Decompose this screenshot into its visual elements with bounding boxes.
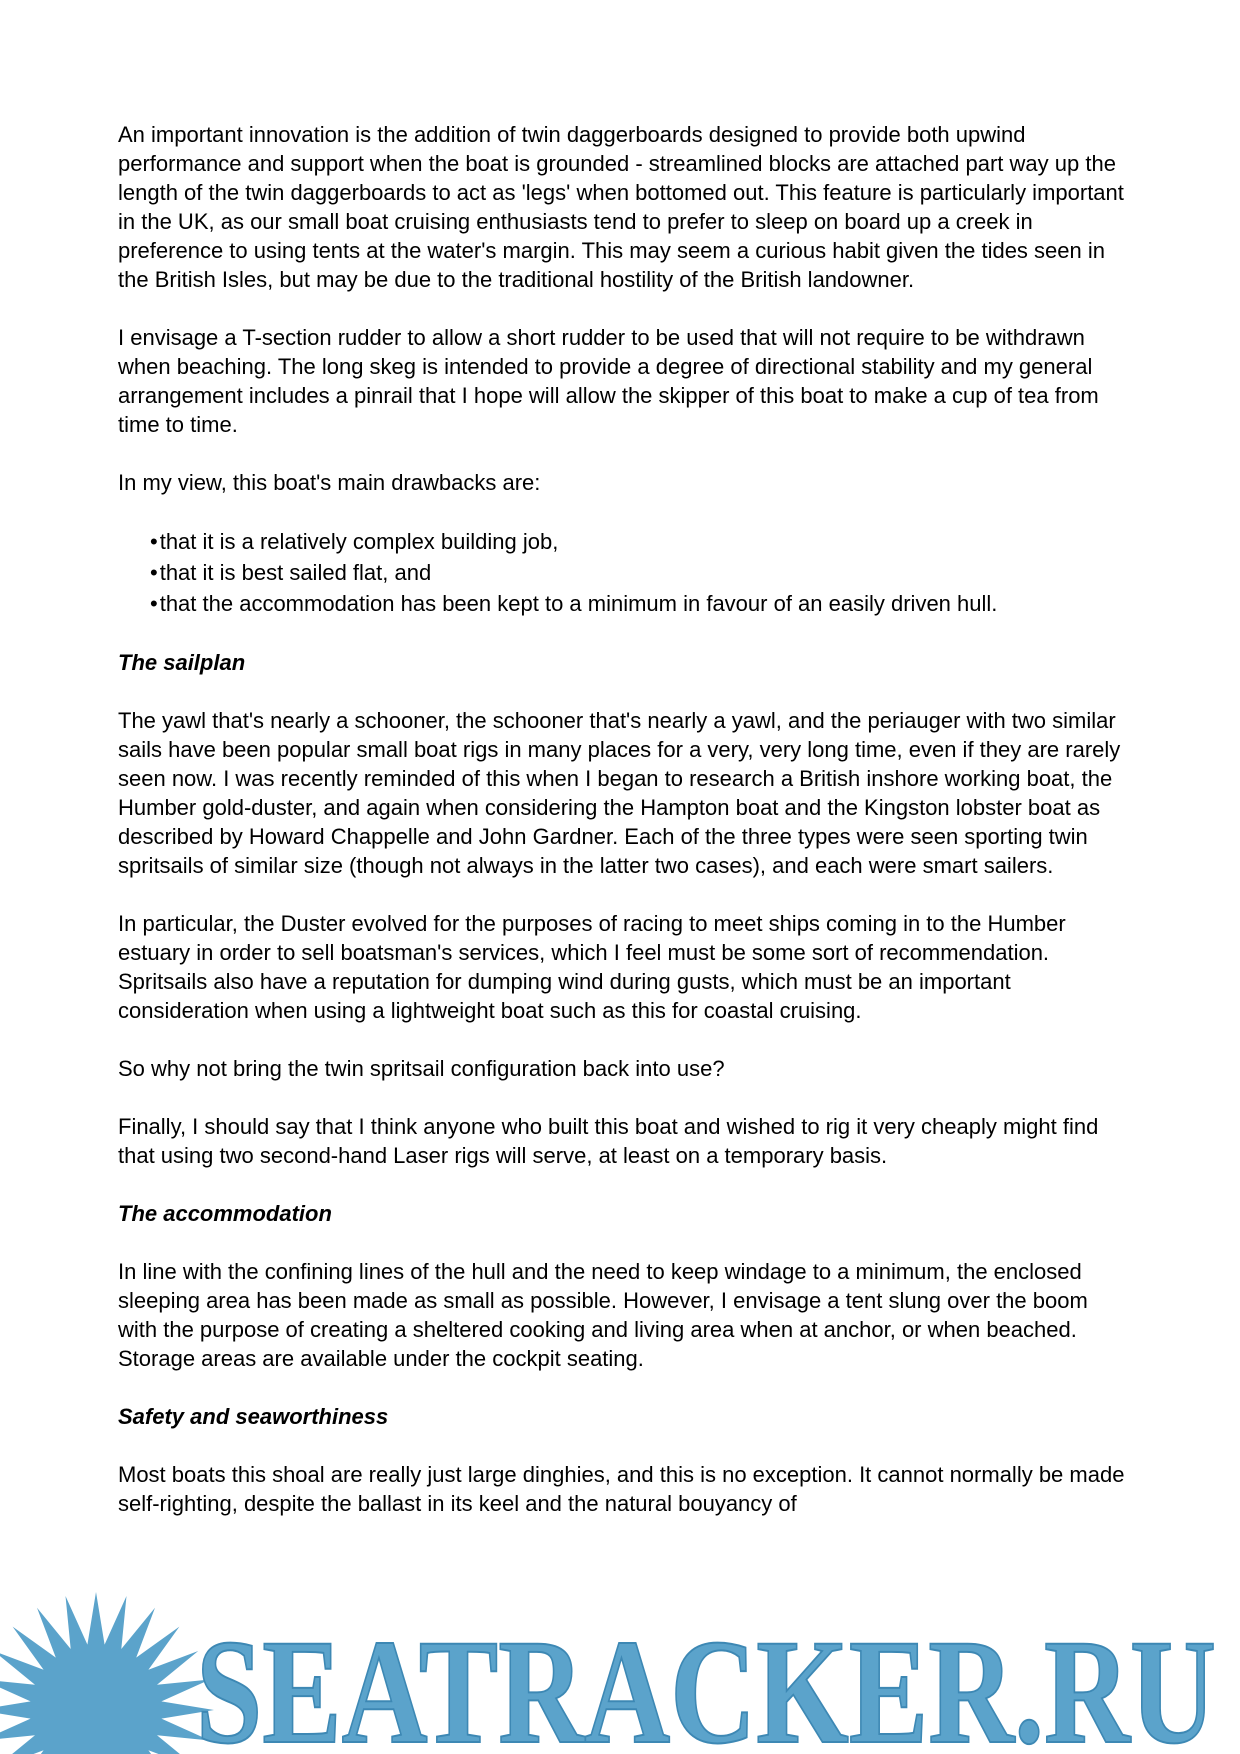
- paragraph-daggerboards: An important innovation is the addition of twin daggerboards designed to provide both upwind performance and support when the boat is grounded - streamlined blocks are attached part way up the length of the twin daggerboards to act as 'legs' when bottomed out. This feature is particularly important in the UK, as our small boat cruising enthusiasts tend to prefer to sleep on board up a creek in preference to using tents at the water's margin. This may seem a curious habit given the tides seen in the British Isles, but may be due to the traditional hostility of the British landowner.: [118, 122, 1124, 292]
- paragraph-rigs-history: The yawl that's nearly a schooner, the schooner that's nearly a yawl, and the periauger with two similar sails have been popular small boat rigs in many places for a very, very long time, even if they are rarely seen now. I was recently reminded of this when I began to research a British inshore working boat, the Humber gold-duster, and again when considering the Hampton boat and the Kingston lobster boat as described by Howard Chappelle and John Gardner. Each of the three types were seen sporting twin spritsails of similar size (though not always in the latter two cases), and each were smart sailers.: [118, 708, 1121, 878]
- watermark: [0, 1560, 1240, 1754]
- paragraph-spritsail-question: So why not bring the twin spritsail configuration back into use?: [118, 1056, 725, 1081]
- watermark-logo-text: SEATRACKER.RU: [196, 1609, 1216, 1754]
- document-body: [118, 120, 1128, 1547]
- list-item: • that it is best sailed flat, and: [150, 557, 1128, 588]
- heading-safety: Safety and seaworthiness: [118, 1404, 389, 1429]
- paragraph-accommodation: In line with the confining lines of the hull and the need to keep windage to a minimum, the enclosed sleeping area has been made as small as possible. However, I envisage a tent slung over the boom with the purpose of creating a sheltered cooking and living area when at anchor, or when beached. Storage areas are available under the cockpit seating.: [118, 1259, 1088, 1371]
- paragraph-drawbacks-intro: In my view, this boat's main drawbacks are:: [118, 470, 541, 495]
- paragraph-rudder: I envisage a T-section rudder to allow a short rudder to be used that will not require to be withdrawn when beaching. The long skeg is intended to provide a degree of directional stability and my general arrangement includes a pinrail that I hope will allow the skipper of this boat to make a cup of tea from time to time.: [118, 325, 1099, 437]
- paragraph-duster: In particular, the Duster evolved for the purposes of racing to meet ships coming in to the Humber estuary in order to sell boatsman's services, which I feel must be some sort of recommendation. Spritsails also have a reputation for dumping wind during gusts, which must be an important consideration when using a lightweight boat such as this for coastal cruising.: [118, 911, 1066, 1023]
- list-item: • that the accommodation has been kept to a minimum in favour of an easily driven hull.: [150, 588, 1128, 619]
- list-item: • that it is a relatively complex building job,: [150, 526, 1128, 557]
- paragraph-safety: Most boats this shoal are really just large dinghies, and this is no exception. It cannot normally be made self-righting, despite the ballast in its keel and the natural bouyancy of: [118, 1462, 1125, 1516]
- sun-icon: [0, 1592, 214, 1754]
- paragraph-laser-rigs: Finally, I should say that I think anyone who built this boat and wished to rig it very cheaply might find that using two second-hand Laser rigs will serve, at least on a temporary basis.: [118, 1114, 1099, 1168]
- drawbacks-list: [150, 526, 1128, 619]
- heading-sailplan: The sailplan: [118, 650, 246, 675]
- heading-accommodation: The accommodation: [118, 1201, 332, 1226]
